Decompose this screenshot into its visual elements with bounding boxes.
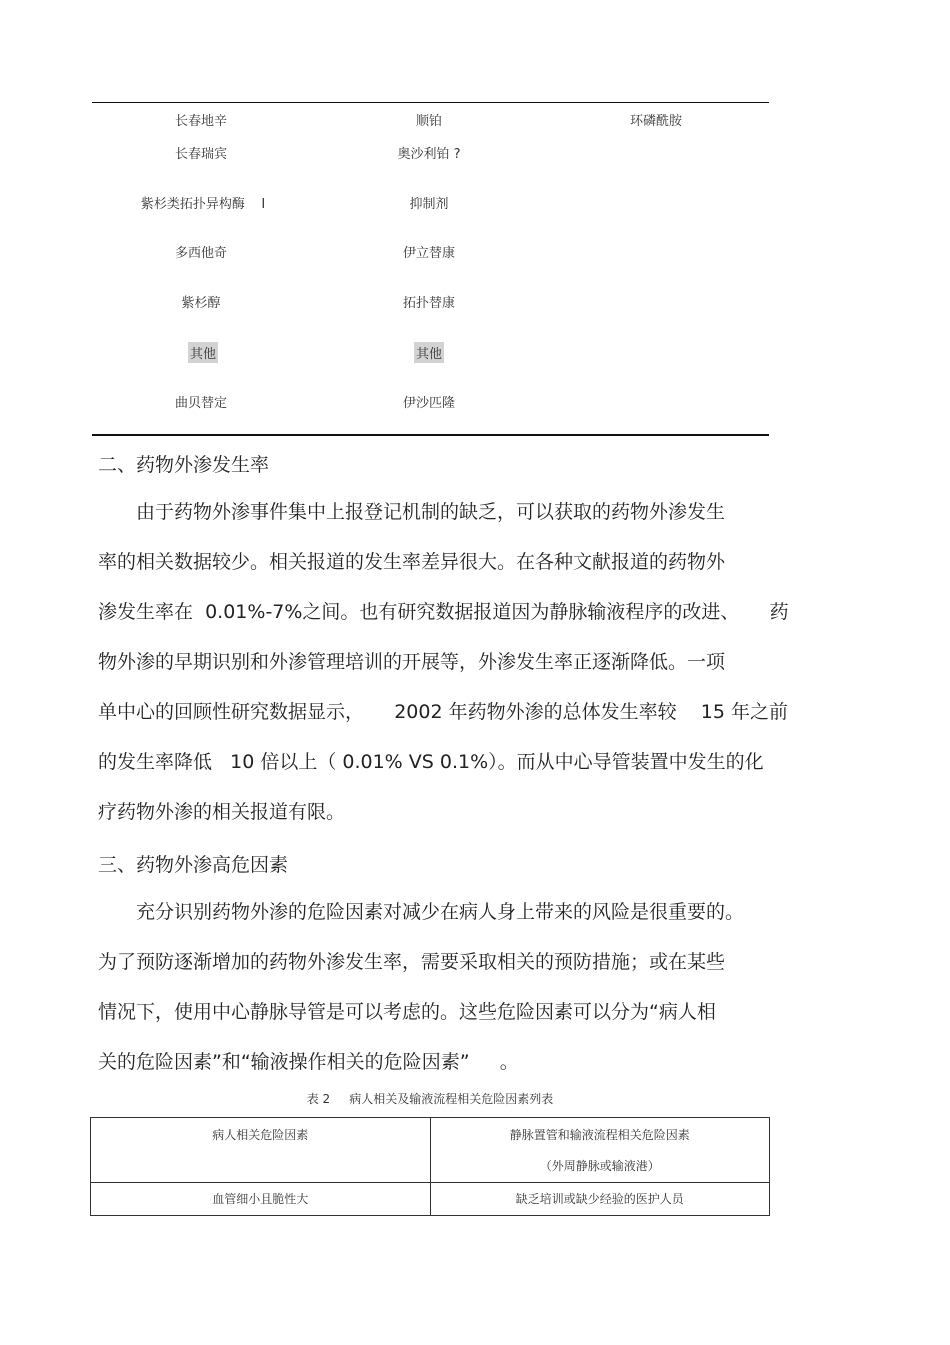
paragraph-line: 情况下，使用中心静脉导管是可以考虑的。这些危险因素可以分为“病人相 [98, 1001, 716, 1023]
table-caption: 表 2 病人相关及输液流程相关危险因素列表 [306, 1092, 554, 1106]
paragraph-line: 为了预防逐渐增加的药物外渗发生率，需要采取相关的预防措施；或在某些 [98, 951, 726, 973]
drug-table-bottom-rule [92, 434, 769, 436]
paragraph-line: 的发生率降低 10 倍以上（ 0.01% VS 0.1%）。而从中心导管装置中发生的化 [98, 751, 764, 773]
table-cell: 缺乏培训或缺少经验的医护人员 [430, 1183, 770, 1216]
drug-cell: 顺铂 [415, 114, 443, 129]
drug-cell: 多西他奇 [174, 246, 228, 261]
section-paragraph-risk-factors [98, 900, 744, 1100]
paragraph-line: 关的危险因素”和“输液操作相关的危险因素” 。 [98, 1051, 519, 1073]
header-right-line2: （外周静脉或输液港） [539, 1159, 660, 1173]
drug-cell-highlighted: 其他 [414, 342, 444, 363]
paragraph-line: 率的相关数据较少。相关报道的发生率差异很大。在各种文献报道的药物外 [98, 551, 726, 573]
drug-cell: 长春地辛 [174, 114, 228, 129]
drug-table-top-rule [92, 102, 769, 103]
header-right-line1: 静脉置管和输液流程相关危险因素 [509, 1128, 690, 1142]
paragraph-line: 由于药物外渗事件集中上报登记机制的缺乏，可以获取的药物外渗发生 [136, 501, 726, 523]
section-paragraph-incidence [98, 500, 789, 850]
table-header-cell [91, 1118, 431, 1183]
drug-cell: 拓扑替康 [402, 296, 456, 311]
paragraph-line: 充分识别药物外渗的危险因素对减少在病人身上带来的风险是很重要的。 [136, 901, 745, 923]
header-left-text: 病人相关危险因素 [212, 1128, 309, 1142]
section-heading-risk-factors: 三、药物外渗高危因素 [98, 854, 289, 876]
drug-cell: 环磷酰胺 [629, 114, 683, 129]
drug-cell-highlighted: 其他 [188, 342, 218, 363]
paragraph-line: 疗药物外渗的相关报道有限。 [98, 801, 346, 823]
drug-cell: 紫杉类拓扑异构酶 I [140, 197, 266, 212]
drug-cell: 紫杉醇 [181, 296, 221, 311]
paragraph-line: 渗发生率在 0.01%-7%之间。也有研究数据报道因为静脉输液程序的改进、 药 [98, 601, 789, 623]
table-header-row [91, 1118, 770, 1183]
drug-cell: 抑制剂 [409, 197, 449, 212]
table-cell: 血管细小且脆性大 [91, 1183, 431, 1216]
drug-cell: 奥沙利铂 ? [397, 147, 461, 162]
paragraph-line: 单中心的回顾性研究数据显示， 2002 年药物外渗的总体发生率较 15 年之前 [98, 701, 788, 723]
table-header-cell [430, 1118, 770, 1183]
risk-factor-table [90, 1117, 770, 1216]
drug-cell: 长春瑞宾 [174, 147, 228, 162]
drug-cell: 伊立替康 [402, 246, 456, 261]
paragraph-line: 物外渗的早期识别和外渗管理培训的开展等，外渗发生率正逐渐降低。一项 [98, 651, 726, 673]
section-heading-incidence: 二、药物外渗发生率 [98, 454, 270, 476]
drug-cell: 曲贝替定 [174, 396, 228, 411]
table-row [91, 1183, 770, 1216]
drug-cell: 伊沙匹隆 [402, 396, 456, 411]
